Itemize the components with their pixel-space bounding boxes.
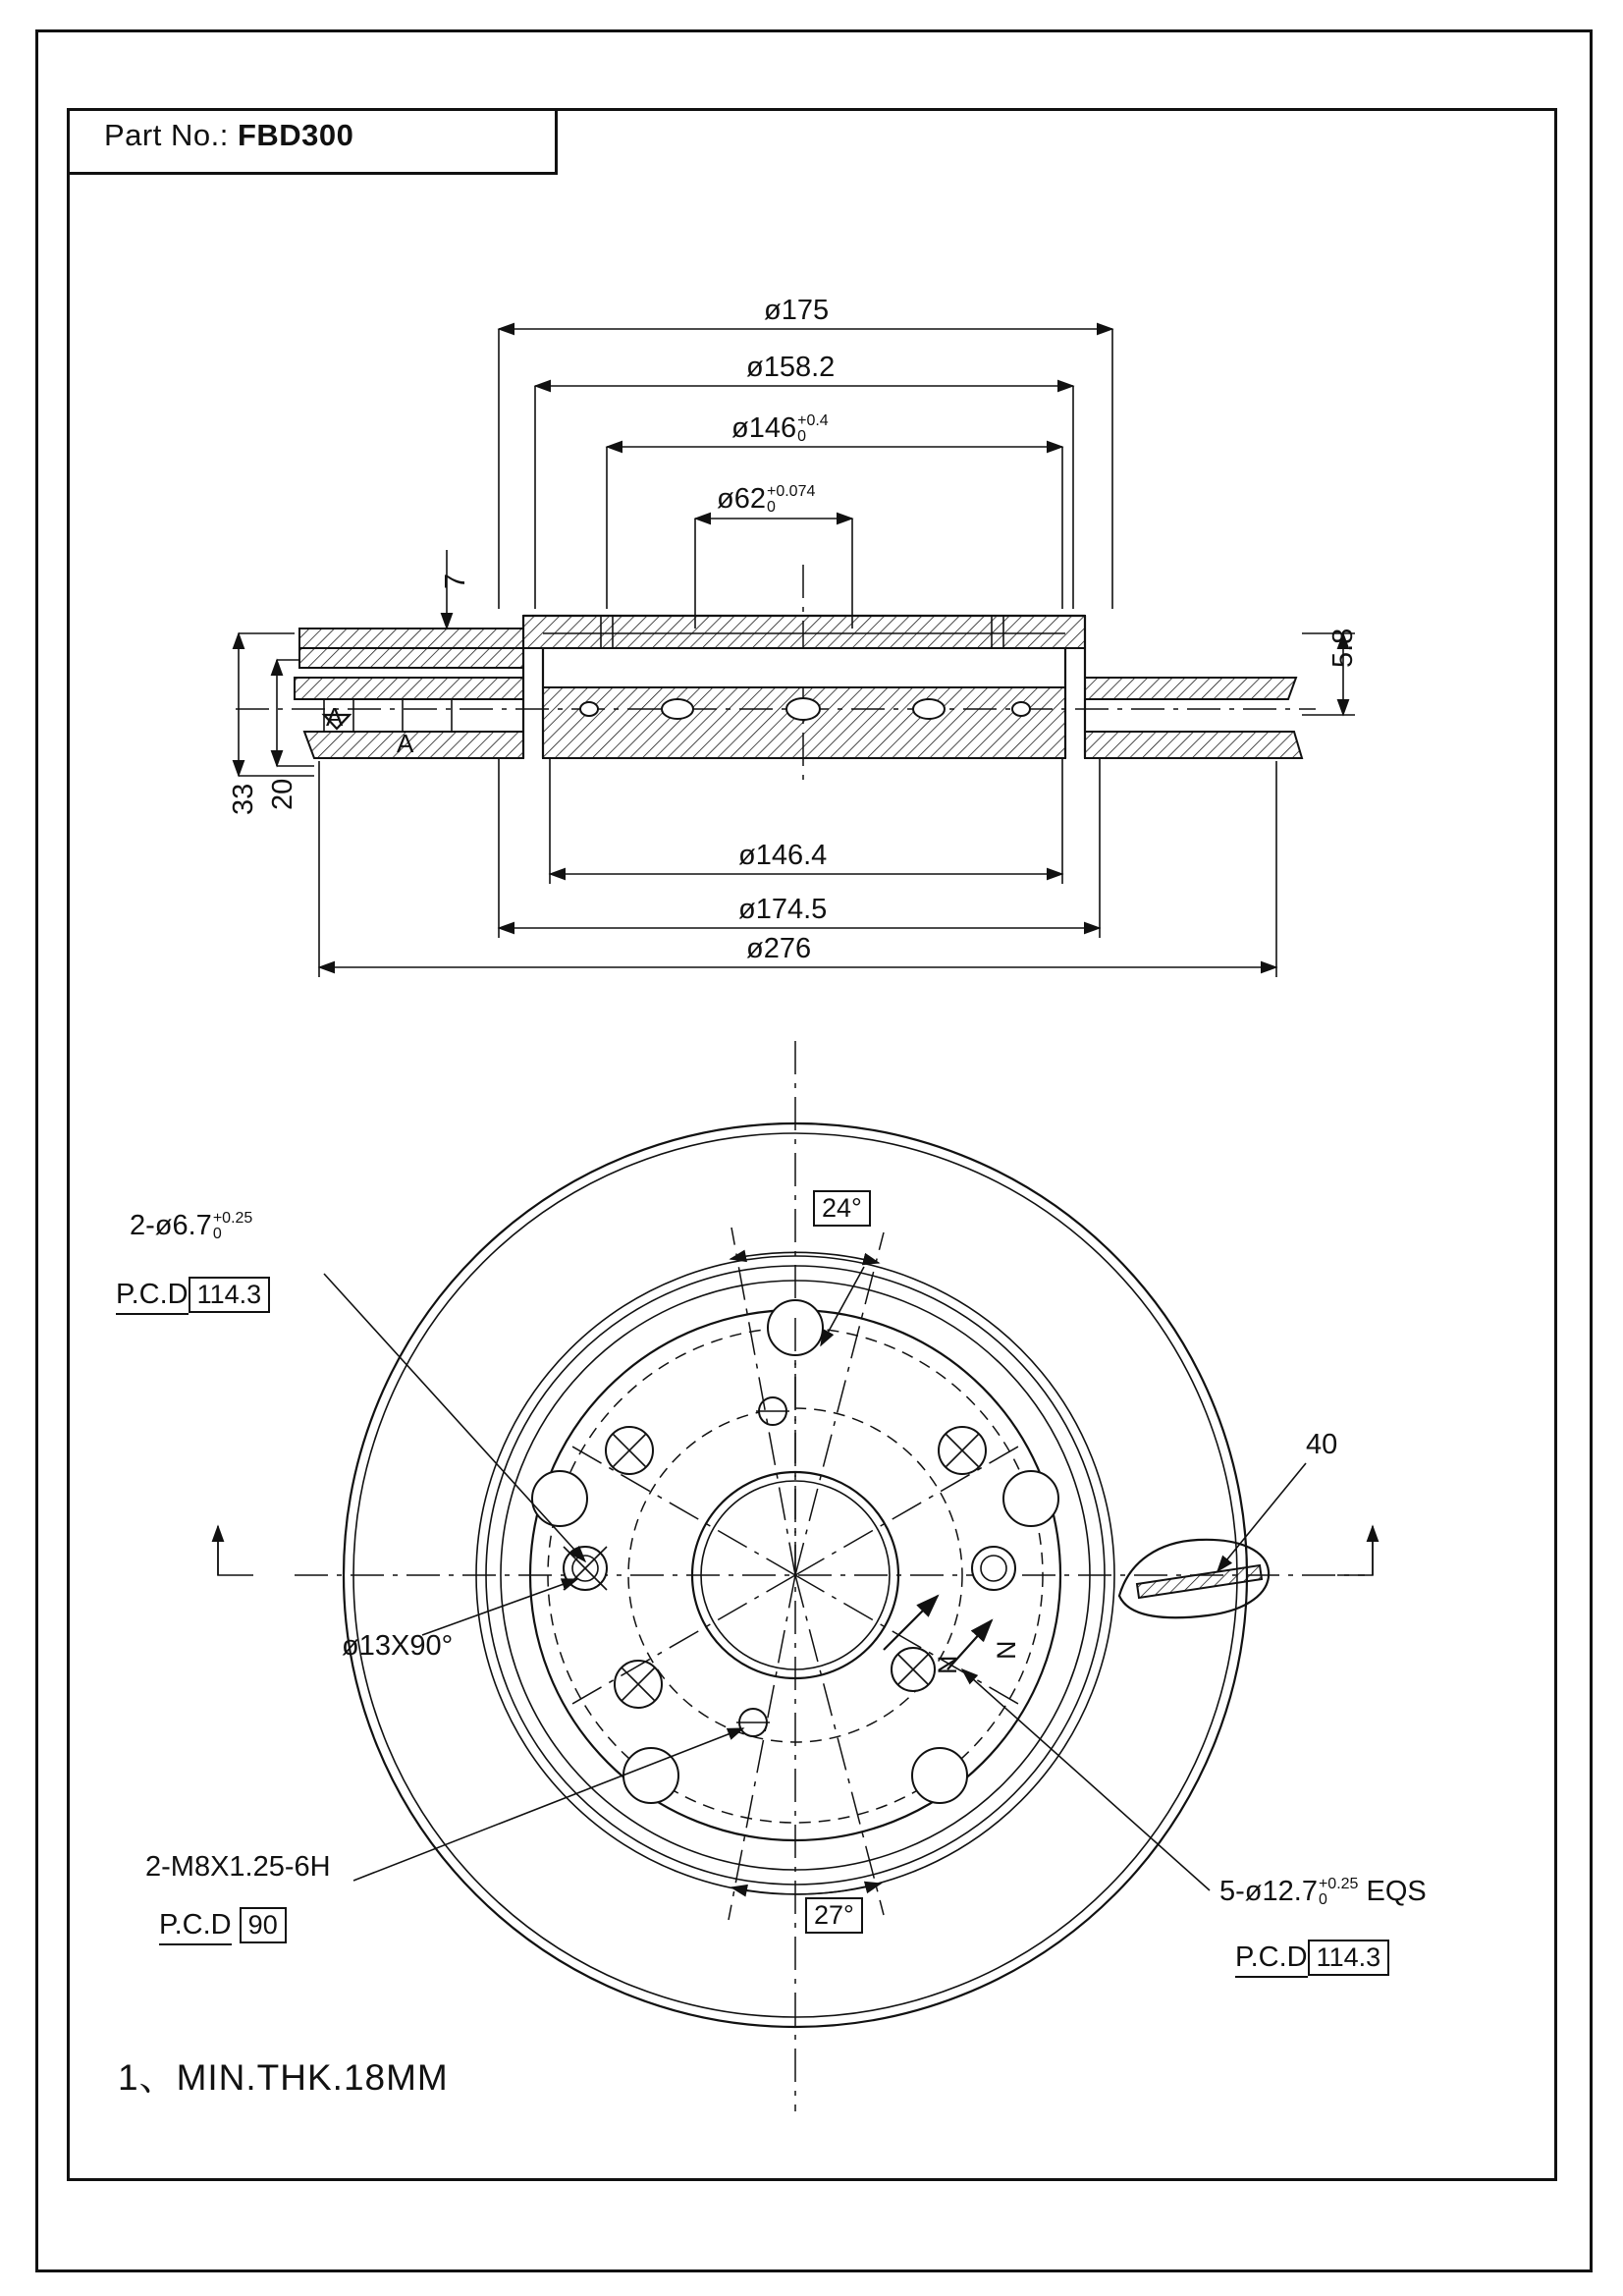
part-number-label: Part No.: [104,118,229,152]
dim-label-d146: ø146 +0.4 0 [731,411,829,446]
dim-d146 [607,447,1062,609]
section-mark-n2: N [992,1640,1021,1660]
dim-label-7: 7 [440,573,471,589]
angle-label-27: 27° [805,1897,863,1934]
dim-label-20: 20 [267,778,298,810]
dim-label-d1582: ø158.2 [746,352,836,383]
callout-pcd-1143-bottom: P.C.D 114.3 [1235,1940,1389,1978]
callout-m8: 2-M8X1.25-6H [145,1851,331,1883]
section-mark-a1: A [326,702,344,732]
callout-40: 40 [1306,1429,1338,1460]
dim-7 [432,550,461,629]
callout-pcd-1143-top: P.C.D 114.3 [116,1277,270,1315]
dim-20 [277,660,314,766]
dim-label-d62: ø62 +0.074 0 [717,482,816,517]
callout-13x90: ø13X90° [342,1630,454,1662]
dim-label-d1745: ø174.5 [738,894,828,925]
dim-label-58: 5.8 [1327,628,1359,668]
callout-pcd-90: P.C.D 90 [159,1907,287,1945]
section-mark-a2: A [397,729,414,758]
part-number-value: FBD300 [237,118,354,152]
dim-label-33: 33 [228,783,259,815]
dim-label-d276: ø276 [746,933,812,964]
callout-2x67: 2-ø6.7 +0.25 0 [130,1209,253,1243]
angle-24 [730,1228,884,1575]
angle-label-24: 24° [813,1190,871,1227]
plan-view [218,1041,1373,2111]
angle-27 [729,1575,884,1920]
dim-d62 [695,519,852,629]
section-mark-n1: N [933,1655,962,1674]
dim-label-d1464: ø146.4 [738,840,828,871]
drawing-note: 1、MIN.THK.18MM [118,2057,449,2098]
dim-label-d175: ø175 [764,295,830,326]
callout-5x127: 5-ø12.7 +0.25 0 EQS [1219,1875,1427,1909]
